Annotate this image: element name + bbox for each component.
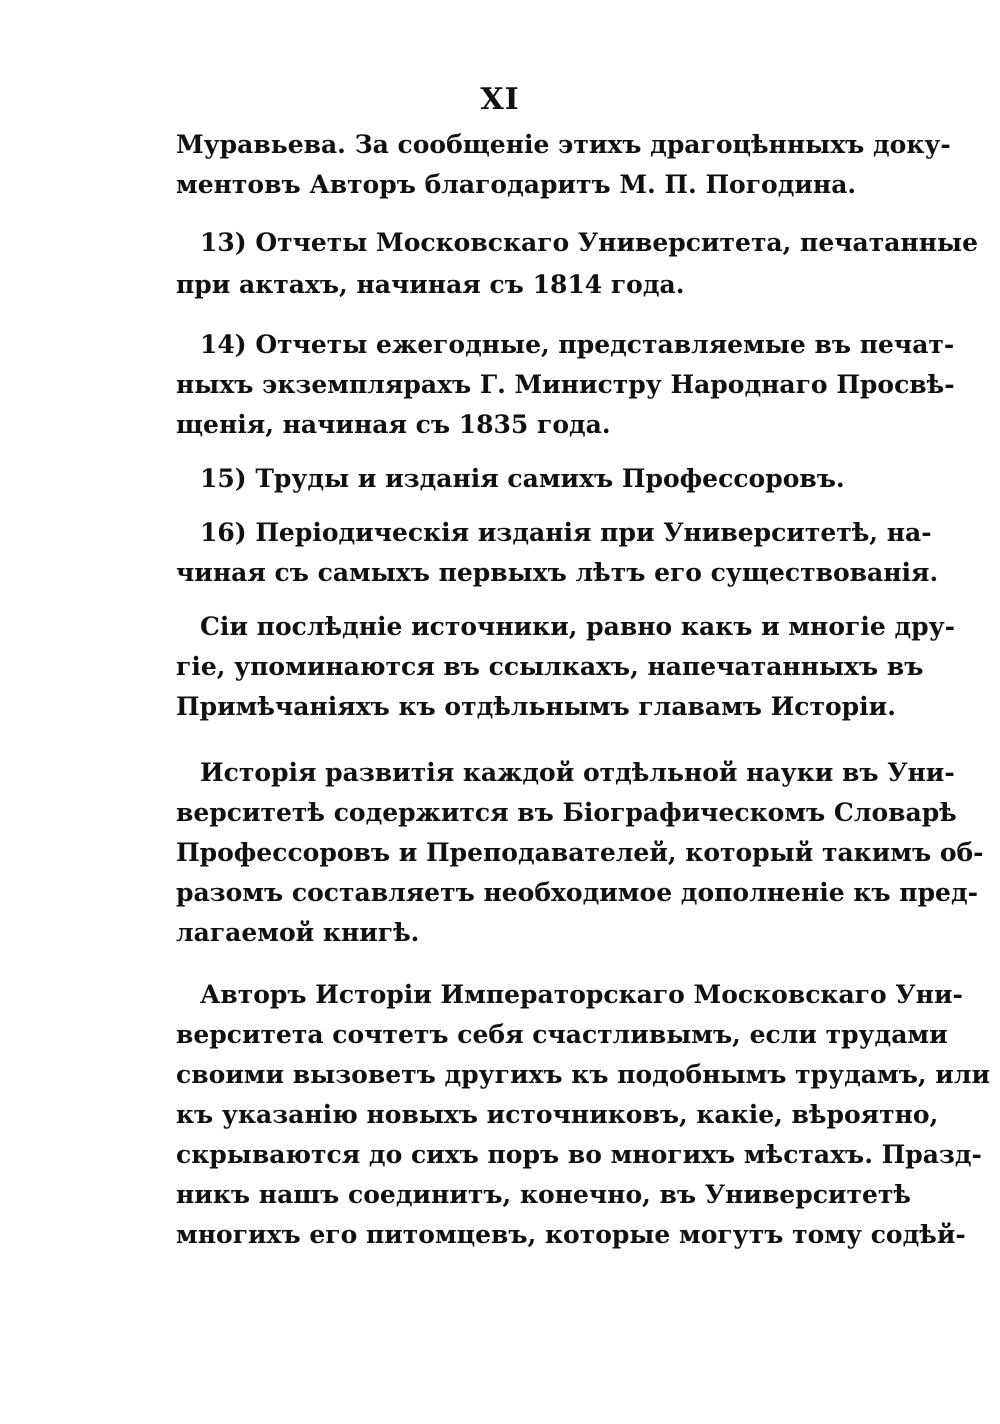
text-line: ментовъ Авторъ благодаритъ М. П. Погодина.	[176, 170, 857, 199]
text-line: при актахъ, начиная съ 1814 года.	[176, 270, 685, 299]
text-line: скрываются до сихъ поръ во многихъ мѣстахъ. Празд-	[176, 1140, 982, 1169]
text-line: верситетѣ содержится въ Біографическомъ Словарѣ	[176, 798, 957, 827]
text-line: Исторія развитія каждой отдѣльной науки въ Уни-	[200, 758, 955, 787]
text-line: 16) Періодическія изданія при Университетѣ, на-	[200, 518, 932, 547]
text-line: 15) Труды и изданія самихъ Профессоровъ.	[200, 464, 845, 493]
text-line: верситета сочтетъ себя счастливымъ, если трудами	[176, 1020, 948, 1049]
text-line: 14) Отчеты ежегодные, представляемые въ печат-	[200, 330, 955, 359]
text-line: Сіи послѣдніе источники, равно какъ и многіе дру-	[200, 612, 955, 641]
text-line: 13) Отчеты Московскаго Университета, печатанные	[200, 228, 978, 257]
page-number: XI	[480, 82, 520, 117]
text-line: ныхъ экземплярахъ Г. Министру Народнаго Просвѣ-	[176, 370, 955, 399]
text-line: Авторъ Исторіи Императорскаго Московскаго Уни-	[200, 980, 963, 1009]
text-line: чиная съ самыхъ первыхъ лѣтъ его существованія.	[176, 558, 939, 587]
text-line: никъ нашъ соединитъ, конечно, въ Университетѣ	[176, 1180, 911, 1209]
text-line: къ указанію новыхъ источниковъ, какіе, вѣроятно,	[176, 1100, 939, 1129]
text-line: гіе, упоминаются въ ссылкахъ, напечатанныхъ въ	[176, 652, 924, 681]
text-line: Профессоровъ и Преподавателей, который такимъ об-	[176, 838, 984, 867]
text-line: Примѣчаніяхъ къ отдѣльнымъ главамъ Исторіи.	[176, 692, 896, 721]
text-line: многихъ его питомцевъ, которые могутъ тому содѣй-	[176, 1220, 966, 1249]
text-line: Муравьева. За сообщеніе этихъ драгоцѣнныхъ доку-	[176, 130, 951, 159]
text-line: разомъ составляетъ необходимое дополненіе къ пред-	[176, 878, 979, 907]
text-line: своими вызоветъ другихъ къ подобнымъ трудамъ, или	[176, 1060, 991, 1089]
text-line: щенія, начиная съ 1835 года.	[176, 410, 611, 439]
text-line: лагаемой книгѣ.	[176, 918, 420, 947]
